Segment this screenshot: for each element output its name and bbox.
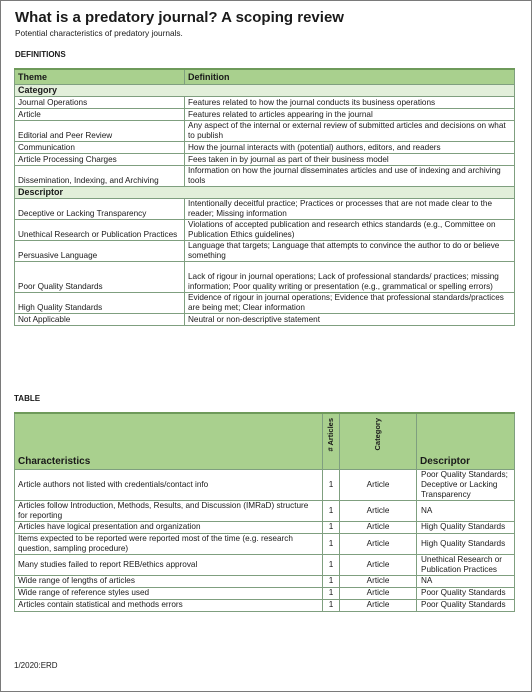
descriptor-cell: Poor Quality Standards <box>417 587 515 599</box>
definition-cell: Intentionally deceitful practice; Practices or processes that are not made clear to the reader; Missing information <box>185 198 515 219</box>
descriptor-cell: High Quality Standards <box>417 533 515 554</box>
characteristic-cell: Article authors not listed with credentials/contact info <box>15 469 323 500</box>
descriptor-cell: Poor Quality Standards; Deceptive or Lacking Transparency <box>417 469 515 500</box>
definition-cell: Lack of rigour in journal operations; Lack of professional standards/ practices; missing information; Poor quality writing or presentation (e.g., grammatical or spelling errors) <box>185 261 515 292</box>
table-row <box>15 261 515 292</box>
theme-cell: High Quality Standards <box>15 292 185 313</box>
characteristic-cell: Wide range of lengths of articles <box>15 575 323 587</box>
characteristic-cell: Articles have logical presentation and organization <box>15 521 323 533</box>
characteristic-cell: Wide range of reference styles used <box>15 587 323 599</box>
table-row <box>15 153 515 165</box>
definition-cell: How the journal interacts with (potential) authors, editors, and readers <box>185 141 515 153</box>
category-cell: Article <box>340 500 417 521</box>
table-row <box>15 141 515 153</box>
table-row <box>15 521 515 533</box>
theme-cell: Deceptive or Lacking Transparency <box>15 198 185 219</box>
group-row-category <box>15 84 515 96</box>
table-row <box>15 108 515 120</box>
theme-cell: Not Applicable <box>15 313 185 325</box>
table-label: TABLE <box>14 394 41 403</box>
document-subtitle: Potential characteristics of predatory journals. <box>15 28 183 38</box>
article-count-cell: 1 <box>323 587 340 599</box>
group-label: Descriptor <box>15 186 515 198</box>
definitions-table <box>14 68 515 326</box>
category-header <box>340 413 417 469</box>
category-cell: Article <box>340 554 417 575</box>
definition-cell: Neutral or non-descriptive statement <box>185 313 515 325</box>
table-row <box>15 313 515 325</box>
definition-cell: Information on how the journal disseminates articles and use of indexing and archiving tools <box>185 165 515 186</box>
theme-cell: Journal Operations <box>15 96 185 108</box>
theme-cell: Poor Quality Standards <box>15 261 185 292</box>
characteristic-cell: Many studies failed to report REB/ethics approval <box>15 554 323 575</box>
definitions-label: DEFINITIONS <box>15 50 66 59</box>
category-cell: Article <box>340 599 417 611</box>
article-count-cell: 1 <box>323 500 340 521</box>
descriptor-cell: Poor Quality Standards <box>417 599 515 611</box>
article-count-cell: 1 <box>323 554 340 575</box>
characteristics-table <box>14 412 515 612</box>
descriptor-cell: NA <box>417 575 515 587</box>
table-row <box>15 533 515 554</box>
table-row <box>15 198 515 219</box>
definition-header: Definition <box>185 69 515 84</box>
descriptor-header: Descriptor <box>417 413 515 469</box>
article-count-cell: 1 <box>323 533 340 554</box>
descriptor-cell: High Quality Standards <box>417 521 515 533</box>
articles-header-label: # Articles <box>326 418 335 452</box>
category-cell: Article <box>340 587 417 599</box>
category-header-label: Category <box>373 418 382 451</box>
theme-cell: Article Processing Charges <box>15 153 185 165</box>
category-cell: Article <box>340 533 417 554</box>
category-cell: Article <box>340 469 417 500</box>
category-cell: Article <box>340 575 417 587</box>
theme-cell: Communication <box>15 141 185 153</box>
characteristics-header-row <box>15 413 515 469</box>
table-row <box>15 599 515 611</box>
theme-cell: Article <box>15 108 185 120</box>
table-row <box>15 219 515 240</box>
footer-code: 1/2020:ERD <box>14 661 58 670</box>
table-row <box>15 165 515 186</box>
definition-cell: Evidence of rigour in journal operations; Evidence that professional standards/practices are being met; Clear information <box>185 292 515 313</box>
theme-cell: Persuasive Language <box>15 240 185 261</box>
characteristic-cell: Articles contain statistical and methods errors <box>15 599 323 611</box>
theme-cell: Editorial and Peer Review <box>15 120 185 141</box>
definition-cell: Features related to how the journal conducts its business operations <box>185 96 515 108</box>
table-row <box>15 96 515 108</box>
group-label: Category <box>15 84 515 96</box>
definitions-header-row <box>15 69 515 84</box>
theme-header: Theme <box>15 69 185 84</box>
characteristic-cell: Items expected to be reported were reported most of the time (e.g. research question, sampling procedure) <box>15 533 323 554</box>
characteristics-header: Characteristics <box>15 413 323 469</box>
definition-cell: Violations of accepted publication and research ethics standards (e.g., Committee on Publication Ethics guidelines) <box>185 219 515 240</box>
table-row <box>15 120 515 141</box>
table-row <box>15 469 515 500</box>
article-count-cell: 1 <box>323 469 340 500</box>
document-title: What is a predatory journal? A scoping review <box>15 9 344 26</box>
category-cell: Article <box>340 521 417 533</box>
definition-cell: Features related to articles appearing in the journal <box>185 108 515 120</box>
table-row <box>15 587 515 599</box>
article-count-cell: 1 <box>323 599 340 611</box>
theme-cell: Unethical Research or Publication Practices <box>15 219 185 240</box>
descriptor-cell: NA <box>417 500 515 521</box>
descriptor-cell: Unethical Research or Publication Practices <box>417 554 515 575</box>
table-row <box>15 500 515 521</box>
table-row <box>15 575 515 587</box>
table-row <box>15 554 515 575</box>
article-count-cell: 1 <box>323 575 340 587</box>
definition-cell: Fees taken in by journal as part of their business model <box>185 153 515 165</box>
group-row-descriptor <box>15 186 515 198</box>
table-row <box>15 292 515 313</box>
characteristic-cell: Articles follow Introduction, Methods, Results, and Discussion (IMRaD) structure for reporting <box>15 500 323 521</box>
article-count-cell: 1 <box>323 521 340 533</box>
definition-cell: Language that targets; Language that attempts to convince the author to do or believe something <box>185 240 515 261</box>
theme-cell: Dissemination, Indexing, and Archiving <box>15 165 185 186</box>
table-row <box>15 240 515 261</box>
definition-cell: Any aspect of the internal or external review of submitted articles and decisions on what to publish <box>185 120 515 141</box>
articles-header <box>323 413 340 469</box>
